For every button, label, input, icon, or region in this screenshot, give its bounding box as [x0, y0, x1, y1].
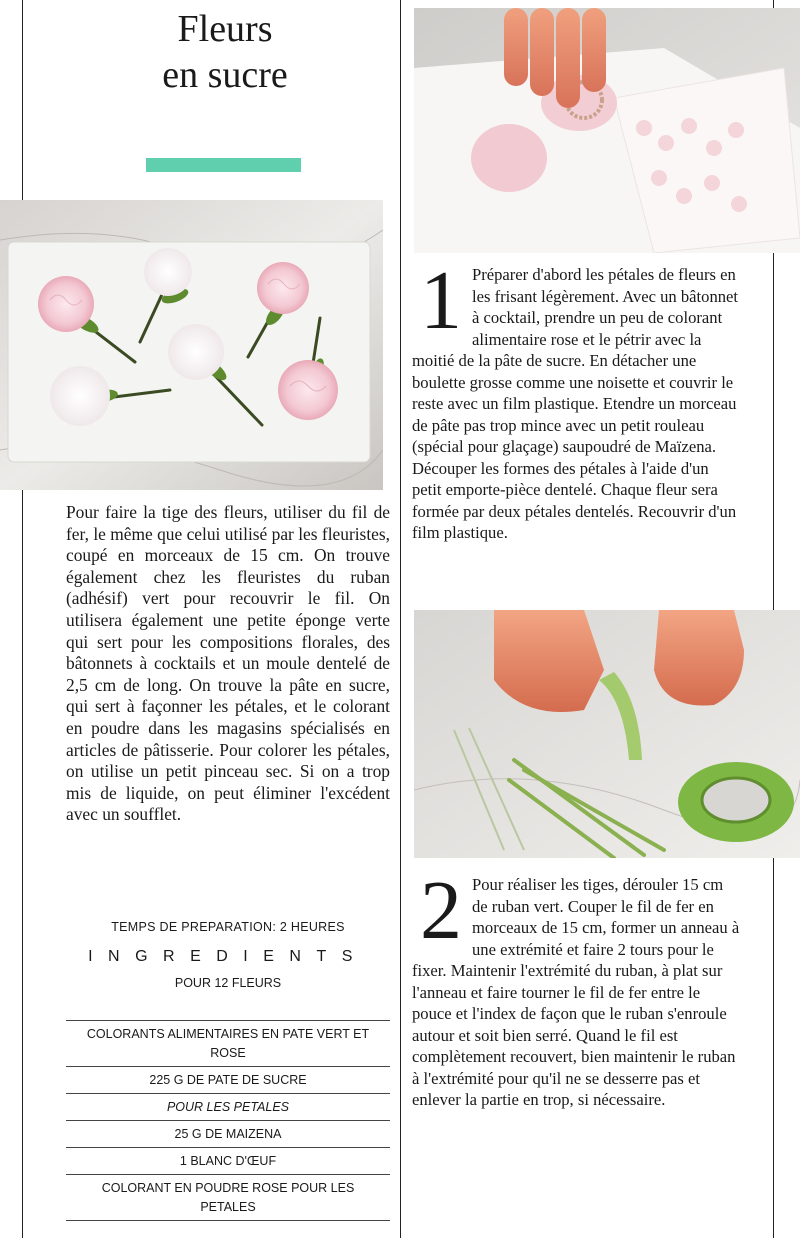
ribbon-icon	[678, 762, 794, 842]
left-margin-rule	[22, 0, 23, 200]
ingredient-item: POUR LES PETALES	[66, 1094, 390, 1121]
step-text: Préparer d'abord les pétales de fleurs en les frisant légèrement. Avec un bâtonnet à cocktail, prendre un peu de colorant alimentaire rose et le pétrir avec la moitié de la pâte de sucre. En détacher une boulette grosse comme une noisette et couvrir le reste avec un film plastique. Etendre un morceau de pâte pas trop mince avec un petit rouleau (spécial pour glaçage) saupoudré de Maïzena. Découper les formes des pétales à l'aide d'un petit emporte-pièce dentelé. Chaque fleur sera formée par deux pétales dentelés. Recouvrir d'un film plastique.	[412, 265, 739, 542]
ingredient-item: 225 G DE PATE DE SUCRE	[66, 1067, 390, 1094]
ingredients-list	[66, 1020, 390, 1221]
ingredient-item: 1 BLANC D'ŒUF	[66, 1148, 390, 1175]
step-text: Pour réaliser les tiges, dérouler 15 cm de ruban vert. Couper le fil de fer en morceaux de 15 cm, former un anneau à une extrémité et faire 2 tours pour le fixer. Maintenir l'extrémité du ruban, à plat sur l'anneau et faire tourner le fil de fer entre le pouce et l'index de façon que le ruban s'enroule autour et soit bien serré. Quand le fil est complètement recouvert, bien maintenir le ruban à l'extrémité pour qu'il ne se desserre pas et enlever la partie en trop, si nécessaire.	[412, 875, 740, 1109]
step-1	[412, 254, 742, 544]
center-divider-rule	[400, 0, 401, 1238]
step-number: 2	[420, 864, 462, 957]
step-number: 1	[420, 254, 462, 347]
right-margin-rule-low	[773, 858, 774, 1238]
left-margin-rule-lower	[22, 490, 23, 1238]
step-2	[412, 864, 742, 1111]
ribbon-wrapping-photo	[414, 610, 800, 858]
ingredients-title: INGREDIENTS	[88, 948, 368, 965]
accent-bar	[146, 158, 301, 172]
preparation-time: TEMPS DE PREPARATION: 2 HEURES	[111, 920, 345, 934]
ingredient-item: COLORANTS ALIMENTAIRES EN PATE VERT ET ROSE	[66, 1021, 390, 1067]
sugar-flowers-photo	[0, 200, 383, 490]
petal-cutting-photo	[414, 8, 800, 253]
title-line-2: en sucre	[162, 54, 288, 96]
title-line-1: Fleurs	[177, 8, 273, 50]
ingredient-item: 25 G DE MAIZENA	[66, 1121, 390, 1148]
ingredients-subtitle: POUR 12 FLEURS	[174, 976, 282, 990]
intro-paragraph: Pour faire la tige des fleurs, utiliser du fil de fer, le même que celui utilisé par les fleuristes, coupé en morceaux de 15 cm. On trouve également chez les fleuristes du ruban (adhésif) vert pour recouvrir le fil. On utilisera également une petite éponge verte qui sert pour les compositions florales, des bâtonnets à cocktails et un moule dentelé de 2,5 cm de long. On trouve la pâte en sucre, qui sert à façonner les pétales, et le colorant en poudre dans les magasins spécialisés en articles de pâtisserie. Pour colorer les pétales, on utilise un petit pinceau sec. Si on a trop mis de liquide, on peut éliminer l'excédent avec un soufflet.	[66, 502, 390, 825]
page-title	[100, 6, 350, 98]
right-margin-rule-mid	[773, 250, 774, 610]
ingredient-item: COLORANT EN POUDRE ROSE POUR LES PETALES	[66, 1175, 390, 1221]
